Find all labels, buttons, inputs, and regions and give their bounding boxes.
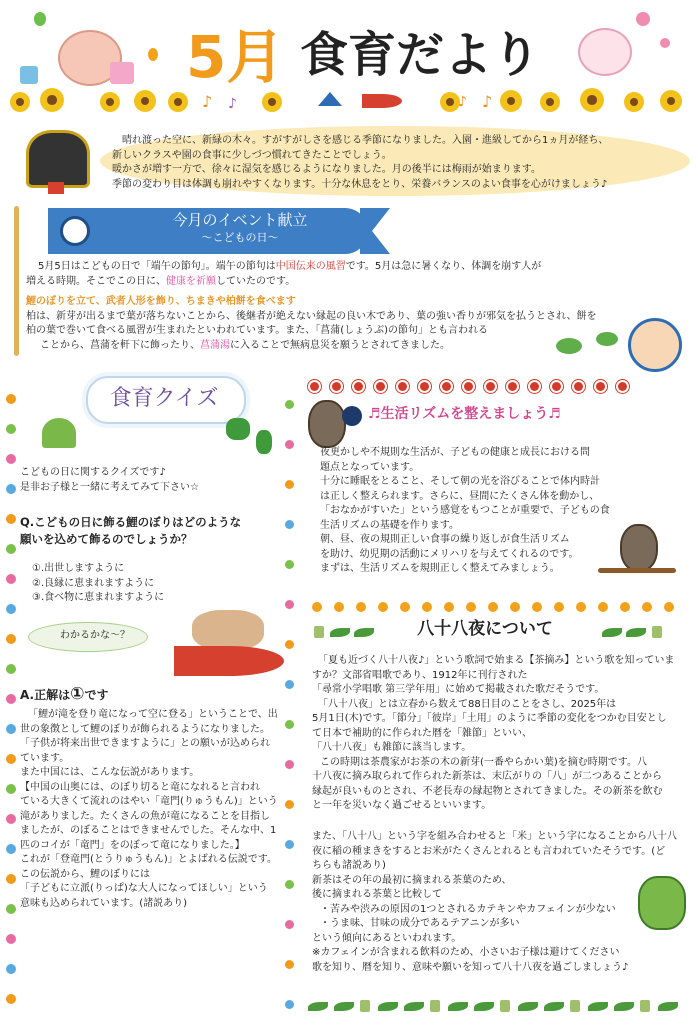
event-text: していたのです。 [216,275,296,287]
hachiju-line: 新茶はその年の最初に摘まれる茶葉のため、 [312,874,512,886]
gift-icon [110,62,134,84]
kabuto-helmet-icon [26,130,90,188]
event-subtitle: 〜こどもの日〜 [201,231,279,244]
hachiju-line: 十八夜に摘み取られて作られた新茶は、末広がりの「八」が二つあることから [312,771,662,782]
quiz-option: ②.良縁に恵まれますように [32,577,155,589]
hachiju-line: という傾向にあるといわれます。 [312,932,462,944]
branch-icon [598,568,676,573]
music-note-icon: ♪ [482,92,493,111]
flower-icon [660,38,670,48]
hachiju-line: て日本で補助的に作られた暦を「雑節」といい、 [312,727,532,739]
quiz-section [20,374,282,1020]
tea-leaf-border [308,1000,688,1014]
hachiju-line: 「八十八夜」とは立春から数えて88日目のことをさし、2025年は [318,698,617,710]
thought-bubble-text: わかるかな〜？ [60,630,130,641]
flower-icon [636,12,650,26]
answer-line: ている大きくて流れのはやい「竜門(りゅうもん)」という [20,796,278,807]
quiz-option: ①.出世しますように [32,563,125,574]
event-section [0,200,696,370]
owl-on-branch-icon [620,524,658,572]
intro-line: 季節の変わり目は体調も崩れやすくなります。十分な休息をとり、栄養バランスのよい食事を心がけましょう♪ [112,178,608,190]
event-text: ことから、菖蒲を軒下に飾ったり、 [40,339,200,351]
answer-line: 匹のコイが「竜門」をのぼって竜になりました。】 [20,839,245,851]
boy-samurai-icon [628,318,682,372]
rhythm-line: 題点となっています。 [320,461,420,473]
answer-suffix: です [84,688,109,702]
koinobori-icon [362,94,402,108]
rhythm-section [298,374,690,594]
answer-line: 意味も込められています。(諸説あり) [20,897,188,909]
rhythm-line: 夜更かしや不規則な生活が、子どもの健康と成長における問 [320,447,590,458]
answer-line: ましたが、のぼることはできませんでした。そんな中、1 [20,825,277,836]
event-paragraph [26,339,597,354]
quiz-title: 食育クイズ [109,386,219,411]
rhythm-line: は正しく整えられます。さらに、昼間にたくさん体を動かし、 [320,490,600,502]
kashiwa-mochi-icon [596,332,618,346]
kashiwa-mochi-icon [556,338,582,354]
tea-picker-icon [638,876,686,930]
moon-icon [342,406,362,426]
scroll-rod [14,206,19,356]
hachiju-line: ・苦みや渋みの原因の1つとされるカテキンやカフェインが少ない [320,903,616,915]
tea-leaf-row [602,626,682,640]
hachiju-line: 「夏も近づく八十八夜♪」という歌詞で始まる【茶摘み】という歌を知っていま [318,655,675,666]
flower-row [0,86,696,116]
cucumber-icon [256,430,272,454]
hachiju-line: 後に摘まれる茶葉と比較して [312,889,442,900]
answer-line: これが「登竜門(とうりゅうもん)」とよばれる伝説です。 [20,854,278,865]
event-paragraph [26,260,597,275]
koinobori-eye-icon [60,216,90,246]
event-highlight: 健康を祈願 [166,275,216,287]
intro-line: 新しいクラスや園の食事に少しづつ慣れてきたことでしょう。 [112,149,392,161]
answer-mark: ① [70,684,85,704]
event-heading: 鯉のぼりを立て、武者人形を飾り、ちまきや柏餅を食べます [26,296,296,307]
rhythm-title: ♬生活リズムを整えましょう♬ [368,406,561,422]
answer-line: 世の象徴として鯉のぼりが飾られるようになりました。 [20,723,270,735]
koinobori-tail-icon [360,208,390,254]
intro-section [20,122,690,200]
answer-line: 「子供が将来出世できますように」との願いが込められ [20,738,270,749]
hachiju-section [298,598,690,1022]
moon-border [312,602,682,614]
hachiju-line: ※カフェインが含まれる飲料のため、小さいお子様は避けてください [312,947,620,958]
hachiju-line: 夜に稲の種まきをするとお米がたくさんとれるとも言われていたそうです。(ど [312,845,666,857]
event-title: 今月のイベント献立 [172,211,308,229]
answer-line: 滝がありました。たくさんの魚が竜になることを目指し [20,810,270,822]
answer-label: A.正解は [20,688,71,702]
vegetable-icon [42,418,76,448]
rhythm-line: まずは、生活リズムを規則正しく整えてみましょう。 [320,563,560,574]
answer-line: この伝説から、鯉のぼりには [20,868,150,880]
hachiju-line: ・うま味、甘味の成分であるテアニンが多い [320,918,520,929]
hachiju-line: ちらも諸説あり) [312,860,386,871]
intro-line: 晴れ渡った空に、新緑の木々。すがすがしさを感じる季節になりました。入園・進級してから1ヵ月が経ち、 [122,135,609,146]
quiz-option: ③.食べ物に恵まれますように [32,592,165,603]
rhythm-line: 朝、昼、夜の規則正しい食事の繰り返しが食生活リズム [320,534,570,545]
answer-line: 「子どもに立派(りっぱ)な大人になってほしい」という [20,883,268,894]
rhythm-line: 生活リズムの基礎を作ります。 [320,519,459,531]
music-note-icon: ♪ [202,92,213,111]
page-title: 食育だより [300,27,541,83]
event-paragraph [26,275,597,290]
hachiju-line: 5月1日(木)です。「節分」「彼岸」「土用」のように季節の変化をつかむ目安とし [312,713,667,724]
event-text: です。5月は急に暑くなり、体調を崩す人が [345,261,542,272]
answer-line: 【中国の山奥には、のぼり切ると竜になれると言われ [20,781,260,793]
sun-border [308,380,688,394]
event-highlight: 菖蒲湯 [200,339,230,351]
bunny-koinobori-icon [578,28,632,76]
hachiju-line: また、「八十八」という字を組み合わせると「米」という字になることから八十八 [312,831,677,842]
pepper-icon [226,418,250,440]
center-dot-border [282,380,298,1020]
quiz-intro: こどもの日に関するクイズです♪ [20,467,166,478]
music-note-icon: ♪ [458,94,467,110]
title-month: 5月 [186,23,285,91]
balloon-icon [148,48,158,61]
owl-icon [308,400,346,448]
hachiju-line: 「尋常小学唱歌 第三学年用」に始めて掲載された歌だそうです。 [312,684,605,695]
left-dot-border [0,380,22,1020]
hachiju-line: すか？文部省唱歌であり、1912年に刊行された [312,669,528,681]
rhythm-line: 十分に睡眠をとること、そして朝の光を浴びることで体内時計 [320,476,600,487]
gift-icon [20,66,38,84]
hachiju-line: この時期は茶農家がお茶の木の新芽(一番やらかい葉)を摘む時期です。八 [320,756,648,768]
tea-leaf-row [314,626,374,640]
quiz-intro: 是非お子様と一緒に考えてみて下さい☆ [20,481,199,493]
event-highlight: 中国伝来の風習 [275,261,346,272]
event-text: 5月5日はこどもの日で「端午の節句」。端午の節句は [38,261,276,272]
hachiju-line: 歌を知り、暦を知り、意味や願いを知って八十八夜を過ごしましょう♪ [312,961,629,973]
intro-line: 暖かさが増す一方で、徐々に湿気を感じるようになりました。月の後半には梅雨が始まります。 [112,164,541,175]
answer-heading [20,684,109,704]
answer-line: また中国には、こんな伝説があります。 [20,767,200,778]
event-paragraph: 柏は、新芽が出るまで葉が落ちないことから、後継者が絶えない縁起の良い木であり、葉の強い香りが邪気を払うとされ、餅を [26,310,597,322]
rhythm-line: を助け、幼児期の活動にメリハリを与えてくれるのです。 [320,548,579,560]
rhythm-line: 「おなかがすいた」という感覚をもつことが重要で、子どもの食 [320,505,610,516]
ribbon-icon [48,182,64,194]
header [0,0,696,120]
event-text: に入ることで無病息災を願うとされてきました。 [230,339,450,351]
event-text: 増える時期。そこでこの日に、 [26,275,166,287]
balloon-icon [34,12,46,26]
music-note-icon: ♪ [228,96,237,112]
hachiju-line: 縁起が良いものとされ、不老長寿の縁起物とされてきました。その新茶を飲む [312,785,663,797]
koinobori-icon [174,646,284,676]
answer-line: ています。 [20,752,70,764]
quiz-question: Q.こどもの日に飾る鯉のぼりはどのような [20,515,242,529]
hachiju-title: 八十八夜について [417,619,553,639]
bear-cat-icon [192,610,264,650]
answer-line: 「鯉が滝を登り竜になって空に登る」ということで、出 [28,709,278,720]
hachiju-line: 「八十八夜」も雑節に該当します。 [312,742,472,753]
event-paragraph: 柏の葉で巻いて食べる風習が生まれたといわれています。また、「菖蒲(しょうぶ)の節句」とも言われる [26,325,489,336]
hachiju-line: と一年を災いなく過ごせるといいます。 [312,800,492,811]
quiz-question: 願いを込めて飾るのでしょうか？ [20,532,193,546]
